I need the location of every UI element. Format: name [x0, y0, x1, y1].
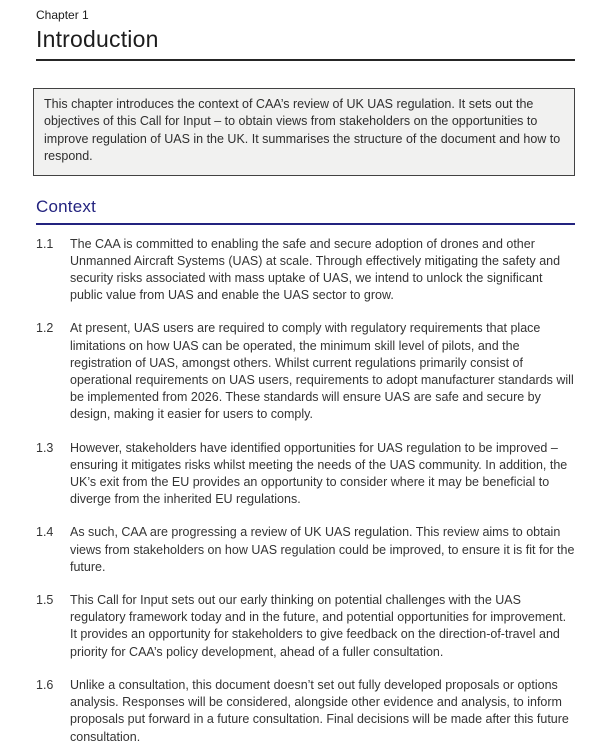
title-rule [36, 59, 575, 61]
chapter-label: Chapter 1 [36, 8, 89, 22]
numbered-paragraph [36, 524, 575, 576]
chapter-summary-box: This chapter introduces the context of CAA’s review of UK UAS regulation. It sets out the objectives of this Call for Input – to obtain views from stakeholders on the opportunities to improve regulation of UAS in the UK. It summarises the structure of the document and how to respond. [33, 88, 575, 176]
paragraph-text: This Call for Input sets out our early thinking on potential challenges with the UAS regulatory framework today and in the future, and potential opportunities for improvement. It provides an opportunity for stakeholders to give feedback on the direction-of-travel and priority for CAA’s policy development, ahead of a fuller consultation. [70, 593, 567, 659]
paragraph-number: 1.2 [36, 321, 54, 336]
paragraph-number: 1.3 [36, 440, 54, 455]
numbered-paragraph [36, 677, 575, 746]
numbered-paragraph [36, 440, 575, 509]
numbered-paragraph [36, 320, 575, 423]
numbered-paragraph [36, 236, 575, 305]
section-heading-context: Context [36, 197, 575, 225]
paragraph-text: As such, CAA are progressing a review of UK UAS regulation. This review aims to obtain views from stakeholders on how UAS regulation could be improved, to ensure it is fit for the future. [70, 525, 575, 574]
page-title: Introduction [36, 26, 159, 52]
paragraph-number: 1.5 [36, 593, 54, 608]
paragraph-text: However, stakeholders have identified opportunities for UAS regulation to be improved – ensuring it mitigates risks whilst meeting the needs of the UAS community. In addition, the UK’s exit from the EU provides an opportunity to consider where it may be beneficial to diverge from the inherited EU regulations. [70, 440, 568, 507]
paragraph-number: 1.6 [36, 677, 54, 692]
paragraph-number: 1.4 [36, 525, 54, 540]
paragraph-list [36, 236, 575, 746]
paragraph-text: At present, UAS users are required to comply with regulatory requirements that place limitations on how UAS can be operated, the minimum skill level of pilots, and the registration of UAS, amongst others. Whilst current regulations primarily consist of operational requirements on UAS users, requirements to adopt manufacturer standards will be implemented from 2026. These standards will ensure UAS are safe and secure by design, making it easier for users to comply. [70, 321, 574, 422]
numbered-paragraph [36, 592, 575, 661]
paragraph-number: 1.1 [36, 236, 54, 251]
paragraph-text: The CAA is committed to enabling the safe and secure adoption of drones and other Unmanned Aircraft Systems (UAS) at scale. Through effectively mitigating the safety and security risks associated with mass uptake of UAS, we intend to unlock the significant public value from UAS and enable the UAS sector to grow. [70, 236, 561, 303]
paragraph-text: Unlike a consultation, this document doesn’t set out fully developed proposals or options analysis. Responses will be considered, alongside other evidence and analysis, to inform proposals put forward in a future consultation. Final decisions will be made after this future consultation. [70, 677, 569, 744]
